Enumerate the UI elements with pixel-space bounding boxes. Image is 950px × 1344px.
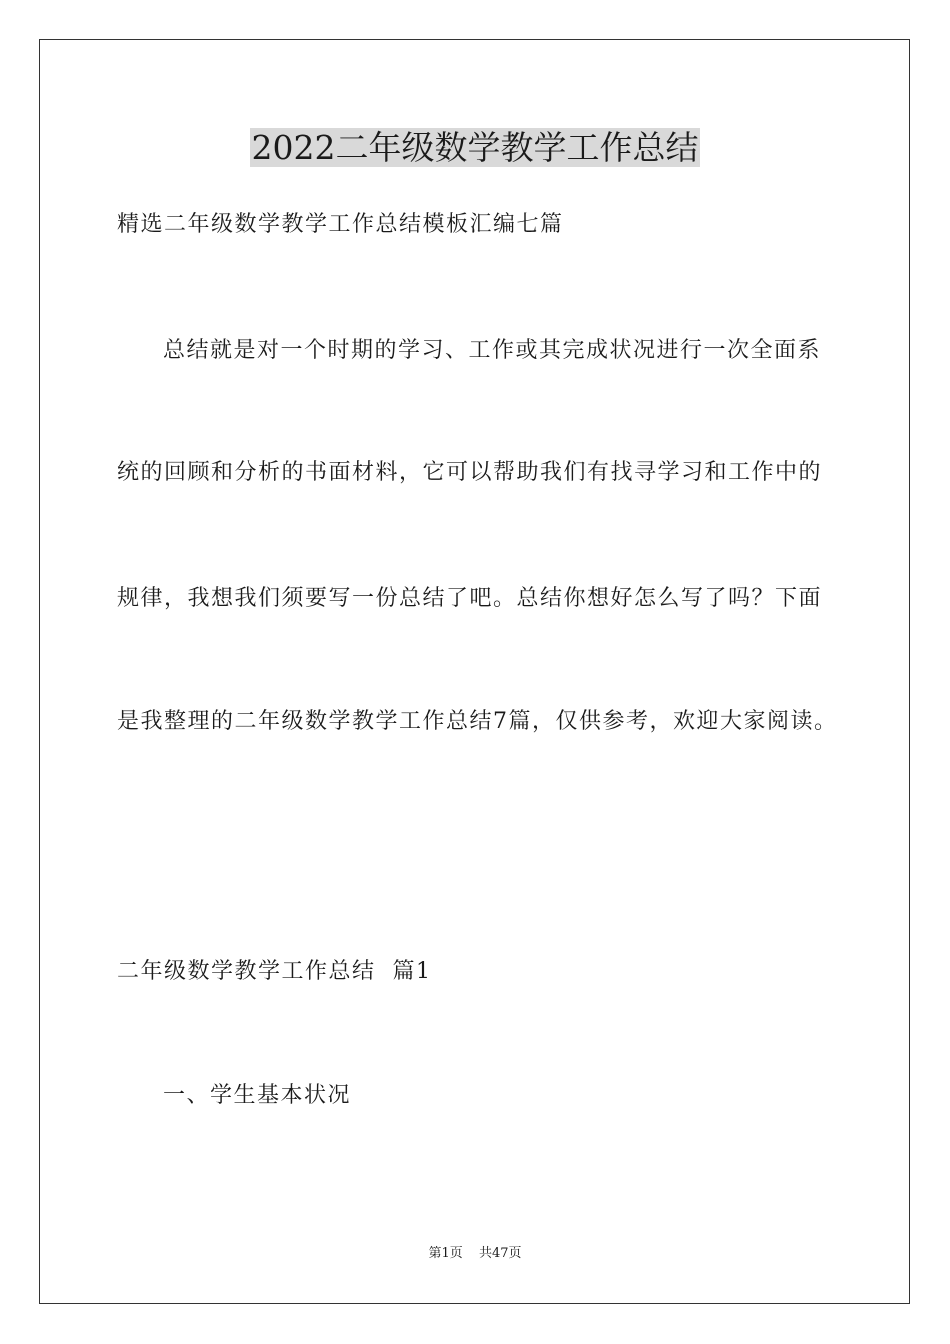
intro-line-4: 是我整理的二年级数学教学工作总结7篇，仅供参考，欢迎大家阅读。 <box>117 709 838 734</box>
intro-line-2: 统的回顾和分析的书面材料，它可以帮助我们有找寻学习和工作中的 <box>117 460 823 485</box>
document-title <box>0 126 950 170</box>
page-number: 第1页 <box>428 1246 463 1261</box>
document-subtitle: 精选二年级数学教学工作总结模板汇编七篇 <box>117 212 564 237</box>
page-footer <box>0 1245 950 1263</box>
document-title-text: 2022二年级数学教学工作总结 <box>251 128 699 167</box>
page-total: 共47页 <box>478 1246 522 1261</box>
subsection-heading: 一、学生基本状况 <box>163 1083 352 1108</box>
section-heading: 二年级数学教学工作总结 篇1 <box>117 959 432 984</box>
intro-line-1: 总结就是对一个时期的学习、工作或其完成状况进行一次全面系 <box>163 338 822 363</box>
intro-line-3: 规律，我想我们须要写一份总结了吧。总结你想好怎么写了吗？下面 <box>117 586 823 611</box>
